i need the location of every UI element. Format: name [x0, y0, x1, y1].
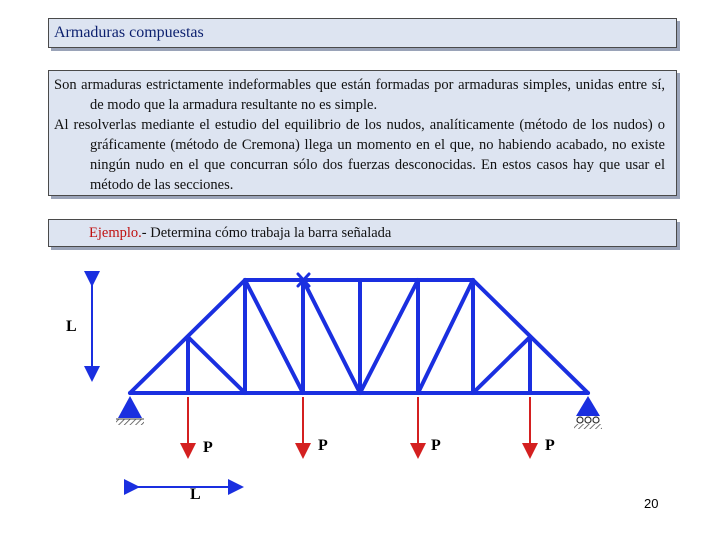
- load-label-1: P: [203, 439, 213, 456]
- load-label-3: P: [431, 437, 441, 454]
- diagonal-6: [473, 337, 530, 393]
- right-roller-support-icon: [574, 396, 602, 429]
- description-paragraph-2: Al resolverlas mediante el estudio del equilibrio de los nudos, analíticamente (método de los nudos) o gráficamente (método de Cremona) llega un momento en el que, no habiendo acabado, no existe ningún nudo en el que concurran sólo dos fuerzas desconocidas. En estos casos hay que usar el método de las secciones.: [54, 117, 665, 193]
- page-title: Armaduras compuestas: [54, 24, 204, 41]
- page-number: 20: [644, 496, 659, 511]
- description-paragraph-1: Son armaduras estrictamente indeformables que están formadas por armaduras simples, unidas entre sí, de modo que la armadura resultante no es simple.: [54, 77, 665, 113]
- left-pin-support-icon: [116, 396, 144, 425]
- diagonal-2: [245, 280, 303, 393]
- diagonal-1: [188, 337, 245, 393]
- load-label-4: P: [545, 437, 555, 454]
- span-label: L: [190, 486, 201, 503]
- load-arrows: [188, 397, 530, 455]
- diagonal-4: [360, 280, 418, 393]
- diagonal-5: [418, 280, 473, 393]
- diagonal-3: [303, 280, 360, 393]
- height-label: L: [66, 318, 77, 335]
- example-question: - Determina cómo trabaja la barra señalada: [141, 225, 392, 241]
- truss-members: [130, 280, 588, 393]
- load-label-2: P: [318, 437, 328, 454]
- example-label: Ejemplo.: [89, 225, 142, 241]
